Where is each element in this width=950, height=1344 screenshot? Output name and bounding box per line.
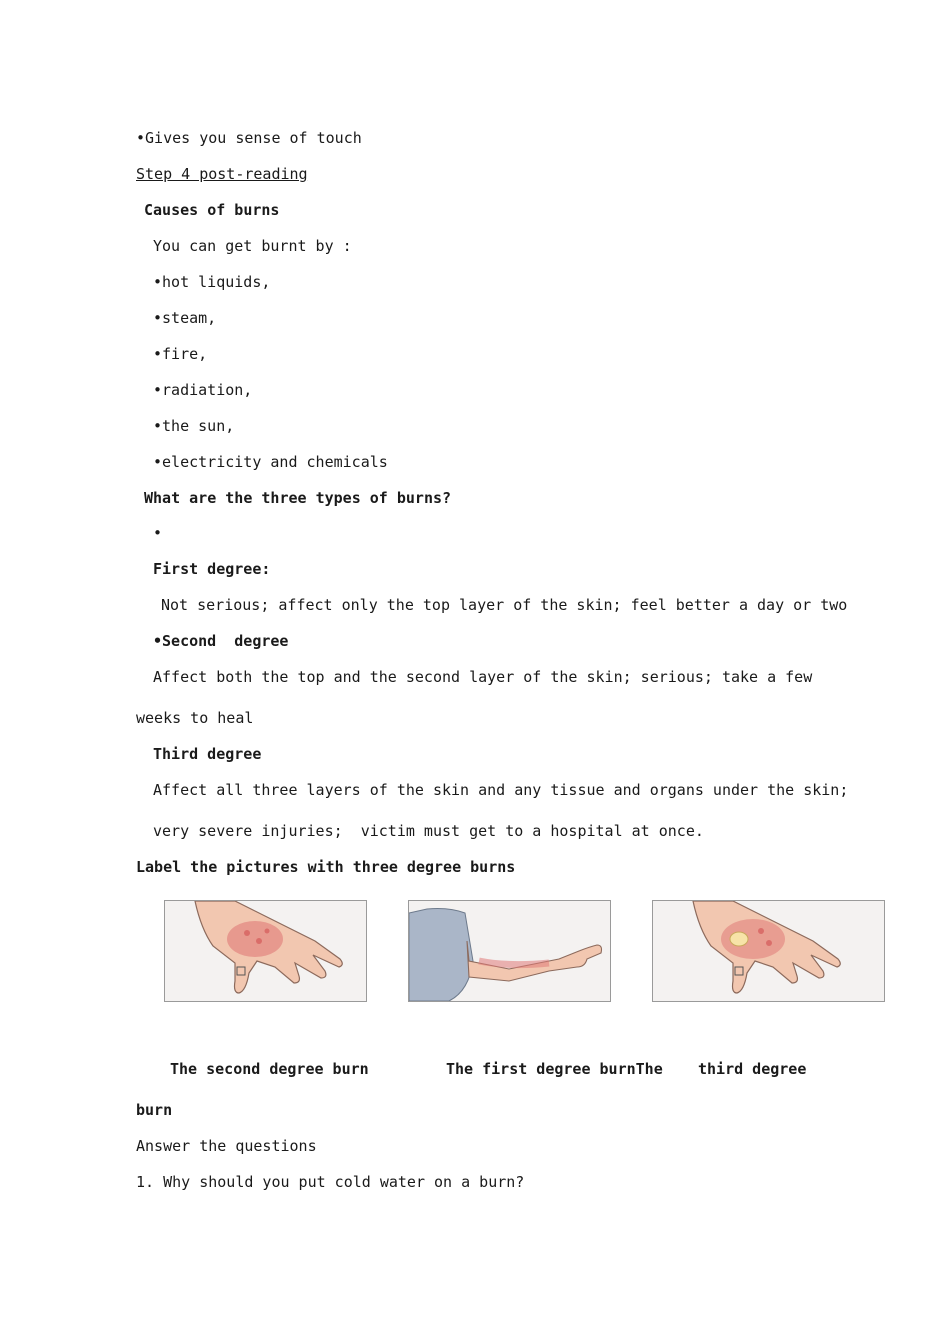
step-heading: Step 4 post-reading (136, 165, 308, 183)
third-degree-title: Third degree (153, 745, 262, 763)
second-degree-desc-cont: weeks to heal (136, 709, 254, 727)
types-question: What are the three types of burns? (144, 489, 452, 507)
caption-third-degree: third degree (698, 1060, 807, 1078)
touch-line: •Gives you sense of touch (136, 129, 362, 147)
causes-intro: You can get burnt by : (153, 237, 352, 255)
caption-second-degree: The second degree burn (170, 1060, 369, 1078)
second-degree-desc: Affect both the top and the second layer of the skin; serious; take a few (153, 668, 813, 686)
question-1: 1. Why should you put cold water on a burn? (136, 1173, 525, 1191)
cause-item: •the sun, (153, 417, 235, 435)
blistered-hand-image (652, 900, 885, 1002)
burned-arm-image (408, 900, 611, 1002)
third-degree-desc: Affect all three layers of the skin and any tissue and organs under the skin; (153, 781, 849, 799)
label-task: Label the pictures with three degree burns (136, 858, 516, 876)
cause-item: •fire, (153, 345, 208, 363)
first-degree-desc: Not serious; affect only the top layer of the skin; feel better a day or two (161, 596, 848, 614)
cause-item: •hot liquids, (153, 273, 271, 291)
cause-item: •radiation, (153, 381, 253, 399)
cause-item: •steam, (153, 309, 217, 327)
third-degree-desc-cont: very severe injuries; victim must get to a hospital at once. (153, 822, 704, 840)
cause-item: •electricity and chemicals (153, 453, 388, 471)
burned-hand-image (164, 900, 367, 1002)
causes-heading: Causes of burns (144, 201, 280, 219)
caption-wrap: burn (136, 1101, 173, 1119)
answer-heading: Answer the questions (136, 1137, 317, 1155)
second-degree-title: •Second degree (153, 632, 289, 650)
empty-bullet: • (153, 524, 163, 542)
caption-first-degree: The first degree burnThe (446, 1060, 663, 1078)
first-degree-title: First degree: (153, 560, 271, 578)
